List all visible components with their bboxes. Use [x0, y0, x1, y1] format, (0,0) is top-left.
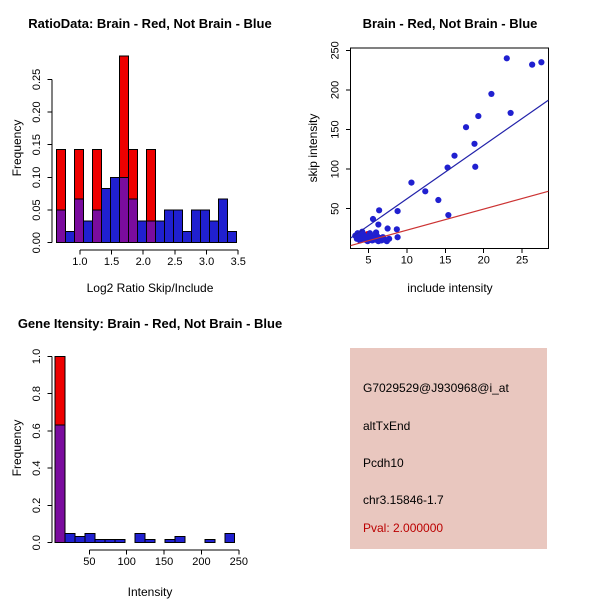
data-point-blue	[475, 113, 481, 119]
data-point-blue	[445, 212, 451, 218]
data-point-blue	[386, 236, 392, 242]
y-tick-label: 150	[329, 120, 342, 139]
hist-bar	[225, 533, 235, 542]
splice-type-text: altTxEnd	[363, 419, 411, 433]
chromosome-location-text: chr3.15846-1.7	[363, 493, 444, 507]
data-point-blue	[375, 221, 381, 227]
y-tick-label: 0.05	[31, 199, 43, 221]
hist-bar-overlap	[74, 199, 83, 243]
fit-line-brain-fit	[351, 191, 549, 245]
x-tick-label: 15	[439, 254, 452, 267]
hist-bar	[65, 533, 75, 542]
y-tick-label: 0.0	[31, 535, 43, 551]
hist-bar-overlap	[146, 221, 155, 243]
hist-bar	[110, 177, 119, 242]
data-point-blue	[471, 141, 477, 147]
data-point-blue	[435, 197, 441, 203]
x-tick-label: 3.0	[198, 256, 215, 268]
panel-ratio-histogram	[0, 0, 300, 300]
gene-symbol-text: Pcdh10	[363, 456, 404, 470]
hist-bar	[191, 210, 200, 243]
ratio-histogram-plot	[0, 0, 300, 300]
hist-bar	[145, 540, 155, 543]
data-point-blue	[538, 59, 544, 65]
y-tick-label: 250	[329, 41, 342, 60]
hist-bar	[205, 540, 215, 543]
y-tick-label: 0.25	[31, 68, 43, 91]
hist-bar	[165, 540, 175, 543]
hist-bar	[137, 221, 146, 243]
data-point-blue	[394, 226, 400, 232]
hist-bar	[182, 232, 191, 243]
x-tick-label: 250	[229, 556, 249, 568]
hist-bar	[175, 537, 185, 543]
hist-bar	[155, 221, 164, 243]
data-point-blue	[472, 164, 478, 170]
x-tick-label: 5	[365, 254, 372, 267]
ratio-hist-ylabel: Frequency	[10, 119, 24, 177]
x-tick-label: 3.5	[230, 256, 246, 268]
probe-id-text: G7029529@J930968@i_at	[363, 381, 509, 395]
gene-hist-ylabel: Frequency	[10, 419, 24, 477]
gene-hist-xlabel: Intensity	[127, 585, 173, 599]
x-tick-label: 25	[516, 254, 529, 267]
y-tick-label: 100	[329, 159, 342, 179]
hist-bar	[83, 221, 92, 243]
y-tick-label: 0.4	[31, 460, 43, 476]
ratio-hist-title: RatioData: Brain - Red, Not Brain - Blue	[28, 16, 272, 31]
hist-bar	[135, 533, 145, 542]
y-tick-label: 0.10	[31, 166, 43, 189]
y-tick-label: 0.2	[31, 497, 43, 514]
panel-gene-info	[350, 348, 547, 549]
hist-bar	[209, 221, 218, 243]
hist-bar-overlap	[128, 199, 137, 243]
hist-bar	[85, 533, 95, 542]
data-point-blue	[444, 164, 450, 170]
gene-histogram-plot	[0, 300, 300, 600]
data-point-blue	[395, 234, 401, 240]
hist-bar-overlap	[56, 210, 65, 243]
gene-hist-title: Gene Itensity: Brain - Red, Not Brain - Blue	[17, 316, 283, 331]
ratio-hist-xlabel: Log2 Ratio Skip/Include	[86, 281, 214, 295]
data-point-blue	[373, 229, 379, 235]
y-tick-label: 0.6	[31, 423, 43, 439]
x-tick-label: 1.0	[72, 256, 88, 268]
data-point-blue	[488, 91, 494, 97]
hist-bar	[227, 232, 236, 243]
hist-bar	[101, 188, 110, 242]
hist-bar-overlap	[55, 425, 65, 543]
y-tick-label: 0.15	[31, 134, 43, 156]
hist-bar-overlap	[119, 177, 128, 242]
x-tick-label: 200	[192, 556, 211, 568]
hist-bar-overlap	[92, 210, 101, 243]
y-tick-label: 1.0	[31, 348, 43, 365]
x-tick-label: 20	[477, 254, 490, 267]
x-tick-label: 150	[154, 556, 174, 568]
pval-text: Pval: 2.000000	[363, 521, 444, 535]
scatter-xlabel: include intensity	[407, 281, 493, 295]
hist-bar	[75, 537, 85, 543]
data-point-blue	[508, 110, 514, 116]
data-point-blue	[529, 62, 535, 68]
y-tick-label: 0.00	[31, 231, 43, 254]
data-point-blue	[385, 225, 391, 231]
hist-bar	[200, 210, 209, 243]
hist-bar	[65, 232, 74, 243]
y-tick-label: 50	[329, 202, 342, 215]
scatter-ylabel: skip intensity	[306, 113, 320, 183]
hist-bar	[115, 540, 125, 543]
x-tick-label: 100	[117, 556, 136, 568]
data-point-blue	[422, 188, 428, 194]
x-tick-label: 50	[83, 556, 96, 568]
hist-bar	[95, 540, 105, 543]
y-tick-label: 0.8	[31, 386, 43, 402]
data-point-blue	[504, 55, 510, 61]
hist-bar	[164, 210, 173, 243]
y-tick-label: 200	[329, 80, 342, 100]
y-tick-label: 0.20	[31, 101, 43, 123]
x-tick-label: 1.5	[103, 256, 120, 268]
data-point-blue	[451, 153, 457, 159]
data-point-blue	[395, 208, 401, 214]
scatter-title: Brain - Red, Not Brain - Blue	[362, 16, 538, 31]
data-point-blue	[376, 207, 382, 213]
panel-gene-intensity-histogram	[0, 300, 300, 600]
hist-bar	[173, 210, 182, 243]
hist-bar	[218, 199, 227, 243]
x-tick-label: 2.5	[167, 256, 183, 268]
data-point-blue	[463, 124, 469, 130]
hist-bar	[105, 540, 115, 543]
panel-intensity-scatter	[300, 0, 600, 300]
x-tick-label: 2.0	[135, 256, 151, 268]
data-point-blue	[367, 230, 373, 236]
x-tick-label: 10	[400, 254, 413, 267]
data-point-blue	[408, 179, 414, 185]
scatter-plot	[300, 0, 600, 300]
